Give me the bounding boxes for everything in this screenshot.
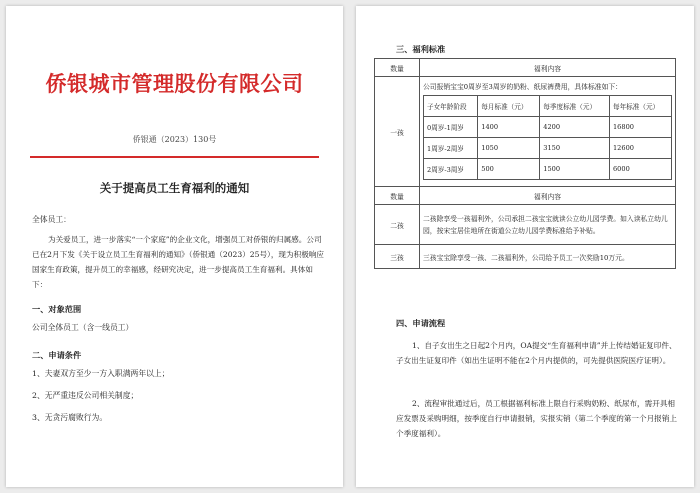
yearly-value: 16800 — [609, 117, 671, 138]
quarterly-value: 3150 — [540, 138, 610, 159]
quarterly-value: 1500 — [540, 159, 610, 180]
row-label-third-child: 三孩 — [375, 245, 420, 269]
table-row — [424, 159, 672, 180]
section-title-standard: 三、福利标准 — [396, 44, 446, 54]
condition-item: 1、夫妻双方至少一方入职满两年以上； — [32, 369, 170, 378]
document-number: 侨银通（2023）130号 — [132, 135, 217, 144]
first-child-desc: 公司报销宝宝0周岁至3周岁的奶粉、纸尿裤费用，具体标准如下： — [423, 83, 622, 91]
yearly-value: 12600 — [609, 138, 671, 159]
notice-title: 关于提高员工生育福利的通知 — [99, 181, 250, 195]
monthly-value: 1400 — [478, 117, 540, 138]
table-row — [424, 138, 672, 159]
process-step-1: 1、自子女出生之日起2个月内，OA提交“生育福利申请”并上传结婚证复印件、子女出生证复印件（如出生证明不能在2个月内提供的，可先提供医院医疗证明）。 — [396, 341, 677, 365]
section-title-conditions: 二、申请条件 — [32, 350, 82, 360]
red-divider — [30, 156, 319, 158]
age-range: 0周岁-1周岁 — [424, 117, 478, 138]
yearly-value: 6000 — [609, 159, 671, 180]
monthly-value: 500 — [478, 159, 540, 180]
document-page-2 — [356, 6, 694, 487]
section-title-process: 四、申请流程 — [396, 318, 446, 328]
header-count: 数量 — [375, 59, 420, 77]
row-label-first-child: 一孩 — [375, 77, 420, 187]
header-content-repeat: 福利内容 — [420, 187, 676, 205]
inner-header: 每月标准（元） — [478, 96, 540, 117]
inner-header: 每年标准（元） — [609, 96, 671, 117]
intro-paragraph: 为关爱员工，进一步落实“一个家庭”的企业文化，增强员工对侨银的归属感。公司已在2月下发《关于设立员工生育福利的通知》（侨银通（2023）25号），现为积极响应国家生育政策，提升员工的幸福感，经研究决定，进一步提高员工生育福利。具体如下： — [32, 235, 324, 289]
second-child-desc: 二孩除享受一孩福利外，公司承担二孩宝宝就读公立幼儿园学费。如入读私立幼儿园，按宋宝居住地所在街道公立幼儿园学费标准给予补贴。 — [420, 205, 676, 245]
salutation: 全体员工： — [32, 215, 71, 224]
header-content: 福利内容 — [420, 59, 676, 77]
age-range: 2周岁-3周岁 — [424, 159, 478, 180]
quarterly-value: 4200 — [540, 117, 610, 138]
inner-header: 每季度标准（元） — [540, 96, 610, 117]
section-title-scope: 一、对象范围 — [32, 304, 82, 314]
monthly-value: 1050 — [478, 138, 540, 159]
third-child-desc: 三孩宝宝除享受一孩、二孩福利外，公司给予员工一次奖励10万元。 — [420, 245, 676, 269]
process-step-2: 2、流程审批通过后，员工根据福利标准上限自行采购奶粉、纸尿布，需开具相应发票及采购明细，按季度自行申请报销，实报实销（第二个季度的第一个月报销上个季度福利）。 — [396, 399, 677, 438]
welfare-table — [374, 58, 676, 269]
condition-item: 3、无贪污腐败行为。 — [32, 413, 108, 422]
scope-text: 公司全体员工（含一线员工） — [32, 323, 134, 332]
table-row — [424, 117, 672, 138]
document-page-1 — [6, 6, 343, 487]
condition-item: 2、无严重违反公司相关制度； — [32, 391, 139, 400]
company-name: 侨银城市管理股份有限公司 — [45, 72, 304, 96]
header-count-repeat: 数量 — [375, 187, 420, 205]
row-label-second-child: 二孩 — [375, 205, 420, 245]
first-child-content — [420, 77, 676, 187]
age-range: 1周岁-2周岁 — [424, 138, 478, 159]
inner-header: 子女年龄阶段 — [424, 96, 478, 117]
age-standard-table — [423, 95, 672, 180]
